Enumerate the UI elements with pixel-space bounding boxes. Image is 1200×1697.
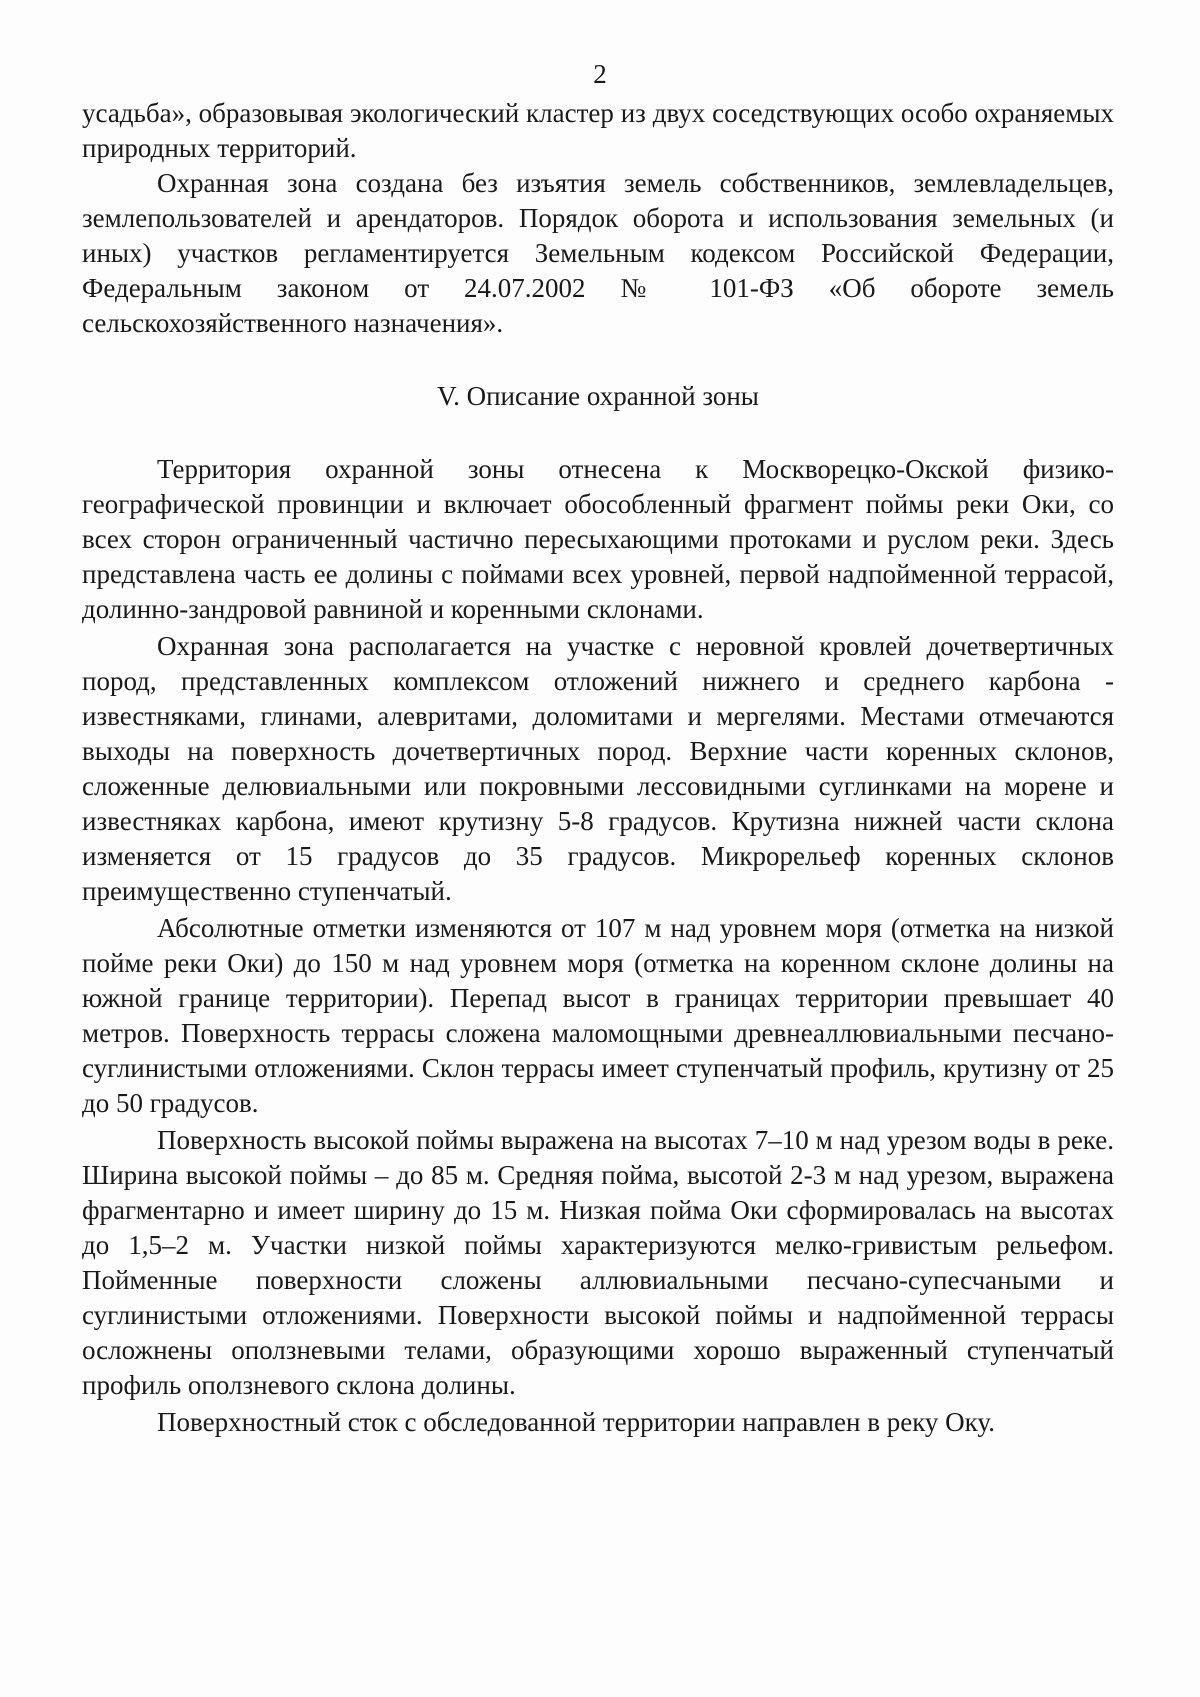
paragraph-territory: Территория охранной зоны отнесена к Москворецко-Окской физико-географической провинции и включает обособленный фрагмент поймы реки Оки, со всех сторон ограниченный частично пересыхающими протоками и руслом реки. Здесь представлена часть ее долины с поймами всех уровней, первой надпойменной террасой, долинно-зандровой равниной и коренными склонами.: [82, 454, 1114, 624]
paragraph-continuation: усадьба», образовывая экологический кластер из двух соседствующих особо охраняемых природных территорий.: [82, 98, 1114, 163]
paragraph-protection-zone-land: Охранная зона создана без изъятия земель собственников, землевладельцев, землепользователей и арендаторов. Порядок оборота и использования земельных (и иных) участков регламентируется Земельным кодексом Российской Федерации, Федеральным законом от 24.07.2002 № 101-ФЗ «Об обороте земель сельскохозяйственного назначения».: [82, 168, 1114, 338]
paragraph-floodplain: Поверхность высокой поймы выражена на высотах 7–10 м над урезом воды в реке. Ширина высокой поймы – до 85 м. Средняя пойма, высотой 2-3 м над урезом, выражена фрагментарно и имеет ширину до 15 м. Низкая пойма Оки сформировалась на высотах до 1,5–2 м. Участки низкой поймы характеризуются мелко-гривистым рельефом. Пойменные поверхности сложены аллювиальными песчано-супесчаными и суглинистыми отложениями. Поверхности высокой поймы и надпойменной террасы осложнены оползневыми телами, образующими хорошо выраженный ступенчатый профиль оползневого склона долины.: [82, 1125, 1114, 1400]
paragraph-elevations: Абсолютные отметки изменяются от 107 м над уровнем моря (отметка на низкой пойме реки Оки) до 150 м над уровнем моря (отметка на коренном склоне долины на южной границе территории). Перепад высот в границах территории превышает 40 метров. Поверхность террасы сложена маломощными древнеаллювиальными песчано-суглинистыми отложениями. Склон террасы имеет ступенчатый профиль, крутизну от 25 до 50 градусов.: [82, 913, 1114, 1118]
document-body: [82, 96, 1114, 1440]
paragraph-surface-runoff: Поверхностный сток с обследованной территории направлен в реку Оку.: [157, 1407, 995, 1437]
paragraph-geology: Охранная зона располагается на участке с неровной кровлей дочетвертичных пород, представленных комплексом отложений нижнего и среднего карбона - известняками, глинами, алевритами, доломитами и мергелями. Местами отмечаются выходы на поверхность дочетвертичных пород. Верхние части коренных склонов, сложенные делювиальными или покровными лессовидными суглинками на морене и известняках карбона, имеют крутизну 5-8 градусов. Крутизна нижней части склона изменяется от 15 градусов до 35 градусов. Микрорельеф коренных склонов преимущественно ступенчатый.: [82, 631, 1114, 906]
page-number: 2: [593, 59, 607, 89]
section-heading: V. Описание охранной зоны: [437, 381, 759, 411]
